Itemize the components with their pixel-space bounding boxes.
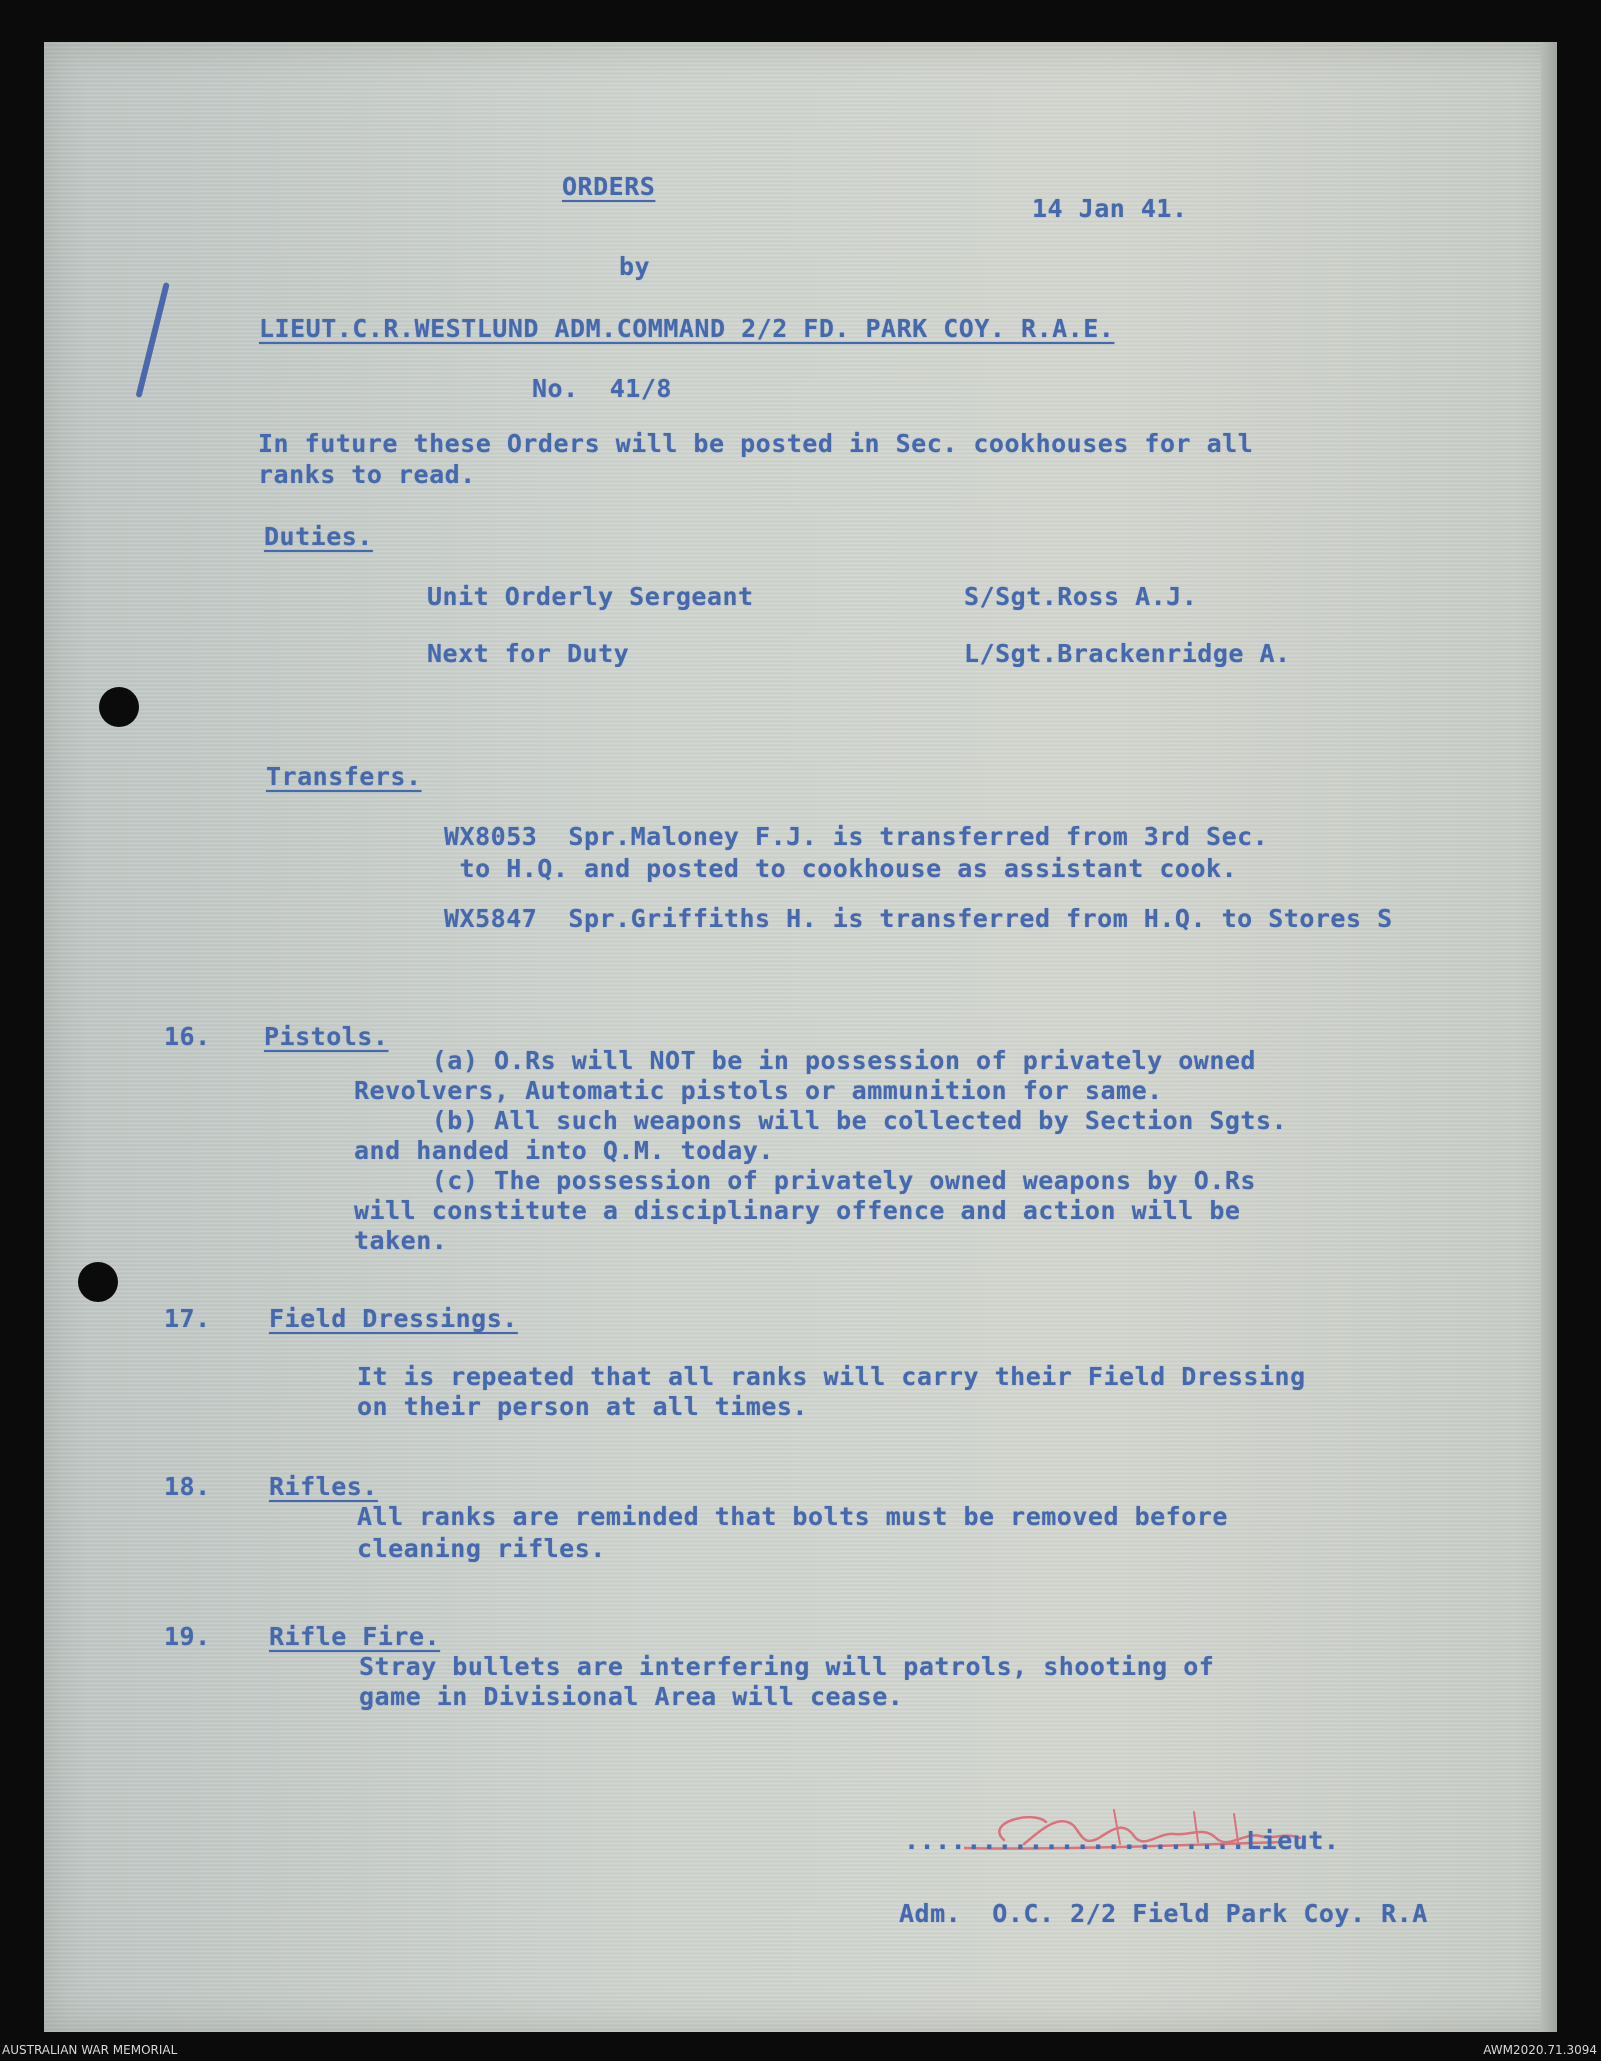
issuing-officer: LIEUT.C.R.WESTLUND ADM.COMMAND 2/2 FD. PARK COY. R.A.E. <box>259 314 1115 343</box>
signature-appointment: Adm. O.C. 2/2 Field Park Coy. R.A <box>899 1899 1428 1928</box>
para-16-line-6: will constitute a disciplinary offence and action will be <box>354 1196 1241 1225</box>
punch-hole-bottom <box>78 1262 118 1302</box>
order-date: 14 Jan 41. <box>1032 194 1188 223</box>
para-19-heading: Rifle Fire. <box>269 1622 441 1651</box>
duty-name-2: L/Sgt.Brackenridge A. <box>964 639 1291 668</box>
signature-rank-line: ......................Lieut. <box>904 1826 1340 1855</box>
para-19-line-1: Stray bullets are interfering will patrols, shooting of <box>359 1652 1215 1681</box>
page-fold-edge <box>1541 42 1557 2032</box>
para-16-heading: Pistols. <box>264 1022 389 1051</box>
para-17-number: 17. <box>164 1304 211 1333</box>
para-16-line-1: (a) O.Rs will NOT be in possession of privately owned <box>354 1046 1256 1075</box>
intro-line-1: In future these Orders will be posted in Sec. cookhouses for all <box>258 429 1254 458</box>
para-16-number: 16. <box>164 1022 211 1051</box>
para-17-line-1: It is repeated that all ranks will carry their Field Dressing <box>357 1362 1306 1391</box>
orders-title: ORDERS <box>562 172 656 201</box>
para-17-line-2: on their person at all times. <box>357 1392 808 1421</box>
para-18-heading: Rifles. <box>269 1472 378 1501</box>
margin-pen-mark <box>135 282 169 398</box>
transfers-heading: Transfers. <box>266 762 422 791</box>
para-18-number: 18. <box>164 1472 211 1501</box>
para-19-line-2: game in Divisional Area will cease. <box>359 1682 904 1711</box>
transfer-1-line-2: to H.Q. and posted to cookhouse as assistant cook. <box>444 854 1238 883</box>
para-16-line-5: (c) The possession of privately owned weapons by O.Rs <box>354 1166 1256 1195</box>
para-19-number: 19. <box>164 1622 211 1651</box>
by-line: by <box>619 252 651 281</box>
transfer-2-line-1: WX5847 Spr.Griffiths H. is transferred from H.Q. to Stores S <box>444 904 1393 933</box>
intro-line-2: ranks to read. <box>258 460 476 489</box>
para-17-heading: Field Dressings. <box>269 1304 518 1333</box>
para-16-line-3: (b) All such weapons will be collected by Section Sgts. <box>354 1106 1288 1135</box>
para-18-line-2: cleaning rifles. <box>357 1534 606 1563</box>
para-16-line-2: Revolvers, Automatic pistols or ammunition for same. <box>354 1076 1163 1105</box>
transfer-1-line-1: WX8053 Spr.Maloney F.J. is transferred from 3rd Sec. <box>444 822 1269 851</box>
para-16-line-4: and handed into Q.M. today. <box>354 1136 774 1165</box>
para-16-line-7: taken. <box>354 1226 448 1255</box>
order-number: No. 41/8 <box>532 374 672 403</box>
para-18-line-1: All ranks are reminded that bolts must be removed before <box>357 1502 1228 1531</box>
duty-name-1: S/Sgt.Ross A.J. <box>964 582 1198 611</box>
punch-hole-top <box>99 687 139 727</box>
duty-role-1: Unit Orderly Sergeant <box>427 582 754 611</box>
duties-heading: Duties. <box>264 522 373 551</box>
archive-credit: AUSTRALIAN WAR MEMORIAL <box>2 2043 178 2057</box>
document-page <box>44 42 1557 2032</box>
archive-reference: AWM2020.71.3094 <box>1483 2043 1597 2057</box>
duty-role-2: Next for Duty <box>427 639 630 668</box>
